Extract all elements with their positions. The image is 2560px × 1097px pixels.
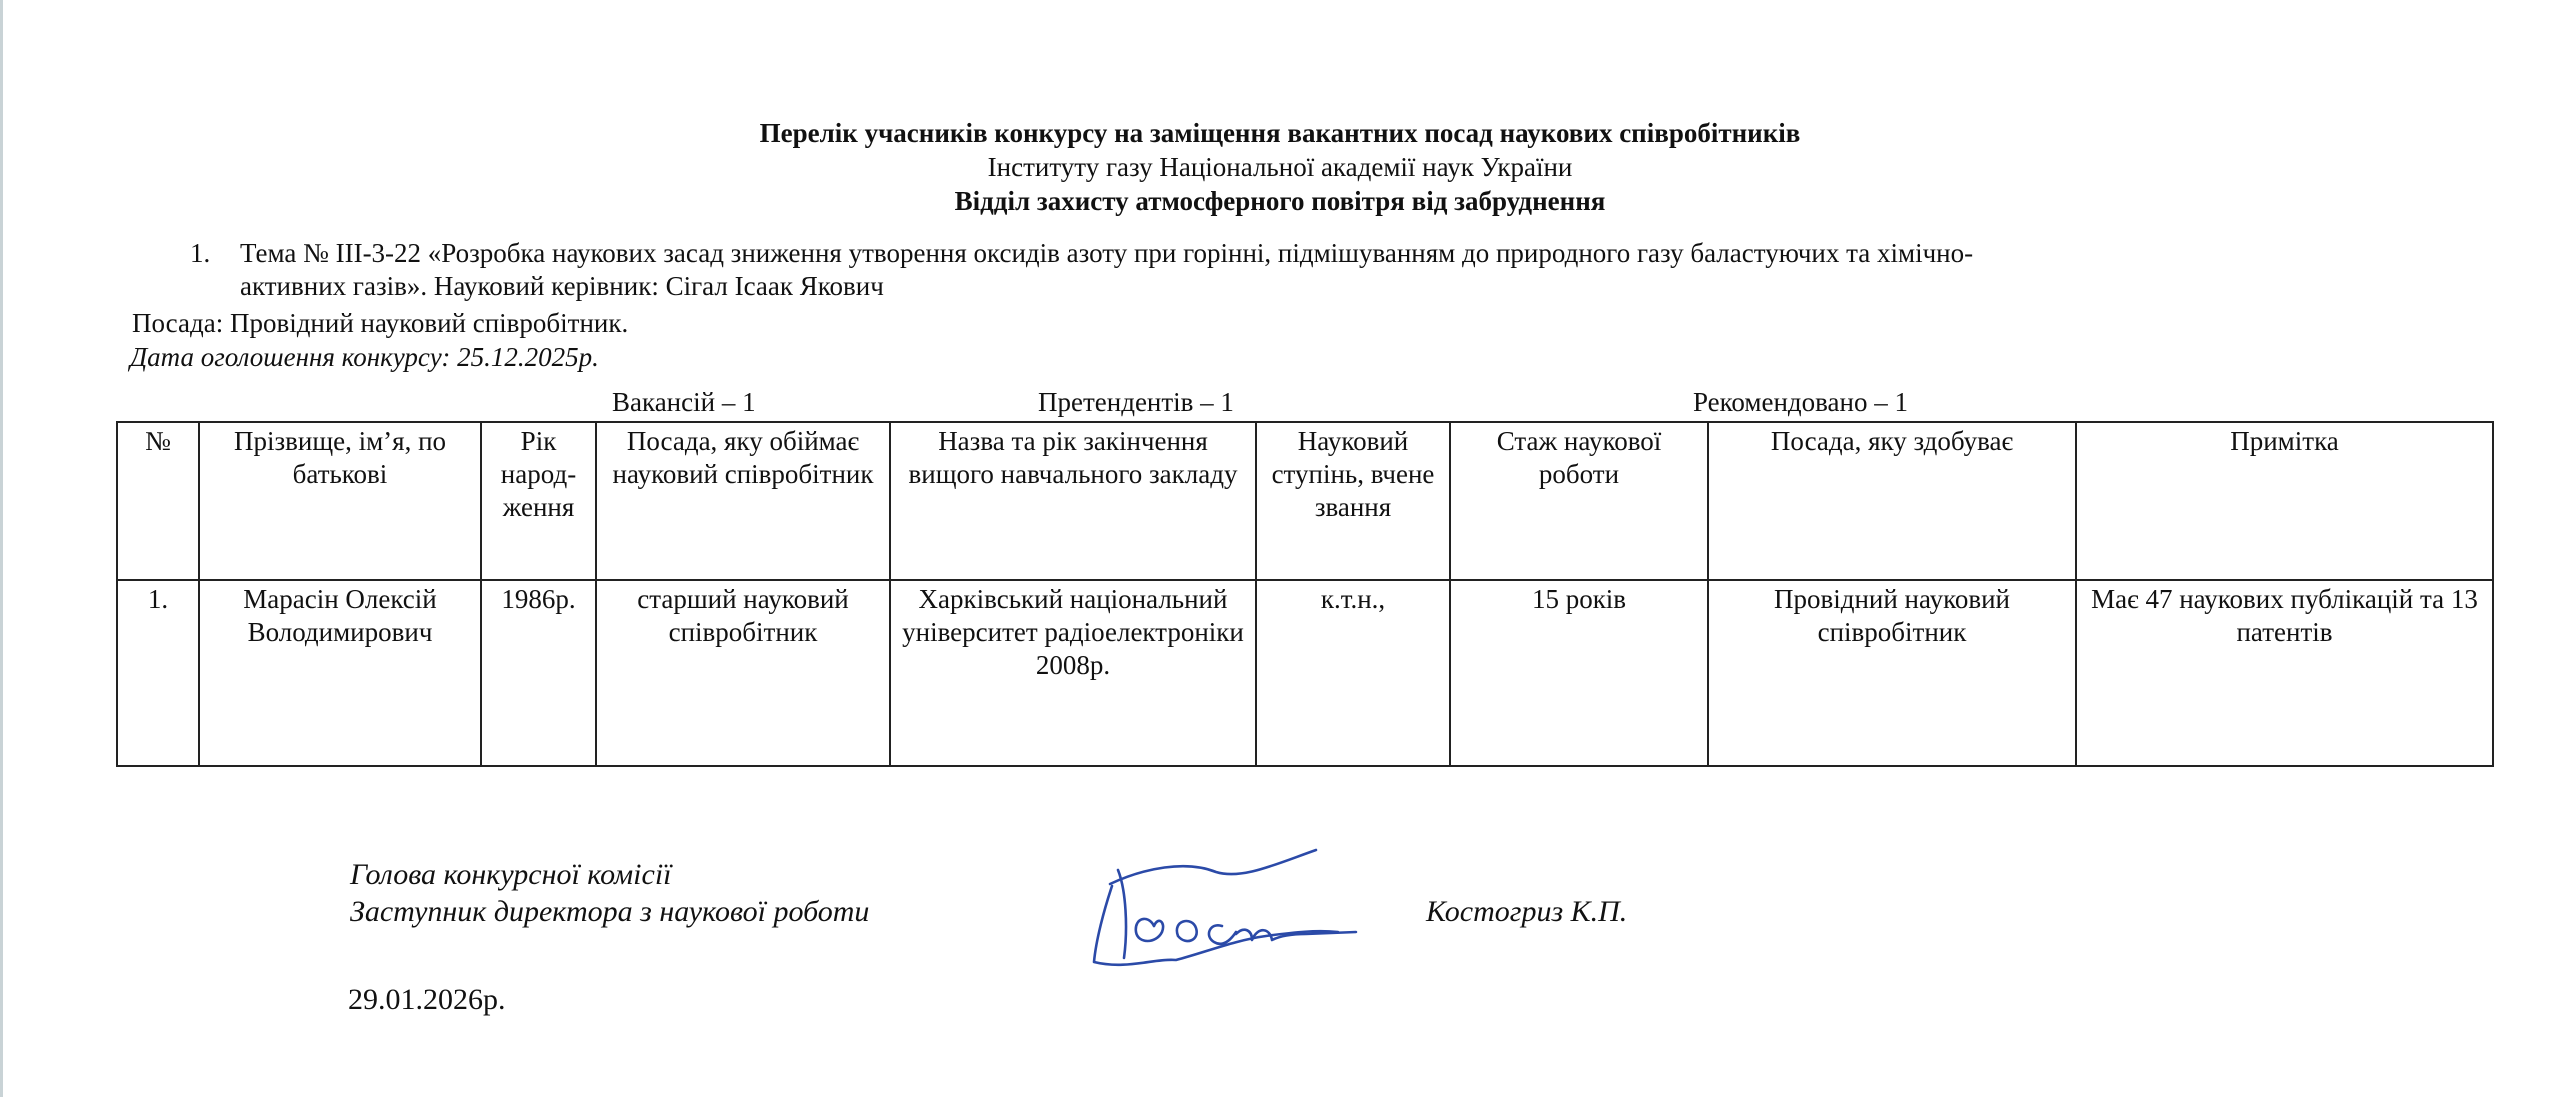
deputy-title: Заступник директора з наукової роботи [350,895,870,928]
research-experience: 15 років [1450,580,1708,766]
note: Має 47 наукових публікацій та 13 патентів [2076,580,2493,766]
document-title: Перелік учасників конкурсу на заміщення вакантних посад наукових співробітників [759,118,1801,148]
header-cell: № [117,422,199,580]
position-line: Посада: Провідний науковий співробітник. [132,308,629,338]
current-position: старший науковий співробітник [596,580,890,766]
signoff-block [350,856,869,930]
vacancies-count: Вакансій – 1 [612,387,756,417]
header-cell: Науковий ступінь, вчене звання [1256,422,1450,580]
signatory-name: Костогриз К.П. [1426,895,1628,928]
table-row [117,580,2493,766]
document-header [0,116,2560,218]
table-header-row [117,422,2493,580]
row-number: 1. [117,580,199,766]
announcement-date: Дата оголошення конкурсу: 25.12.2025р. [130,342,599,372]
header-cell: Стаж наукової роботи [1450,422,1708,580]
university: Харківський національний університет радіоелектроніки 2008р. [890,580,1256,766]
header-cell: Рік народ-ження [481,422,596,580]
commission-head-title: Голова конкурсної комісії [350,858,672,891]
birth-year: 1986р. [481,580,596,766]
institute-name: Інституту газу Національної академії наук України [987,152,1573,182]
header-cell: Назва та рік закінчення вищого навчального закладу [890,422,1256,580]
recommended-count: Рекомендовано – 1 [1693,387,1908,417]
topic-line-2: активних газів». Науковий керівник: Сігал Ісаак Якович [240,271,884,301]
academic-degree: к.т.н., [1256,580,1450,766]
header-cell: Посада, яку обіймає науковий співробітник [596,422,890,580]
participant-name: Марасін Олексій Володимирович [199,580,481,766]
topic-number: 1. [190,238,211,268]
handwritten-signature [1066,840,1386,980]
header-cell: Прізвище, ім’я, по батькові [199,422,481,580]
research-topic [192,237,2462,303]
signoff-date: 29.01.2026р. [348,983,506,1016]
header-cell: Примітка [2076,422,2493,580]
department-name: Відділ захисту атмосферного повітря від забруднення [954,186,1606,216]
header-cell: Посада, яку здобуває [1708,422,2076,580]
participants-table [116,421,2494,767]
topic-line-1: Тема № ІІІ-3-22 «Розробка наукових засад зниження утворення оксидів азоту при горінні, підмішуванням до природного газу баластуючих та хімічно- [240,238,1974,268]
target-position: Провідний науковий співробітник [1708,580,2076,766]
applicants-count: Претендентів – 1 [1038,387,1234,417]
